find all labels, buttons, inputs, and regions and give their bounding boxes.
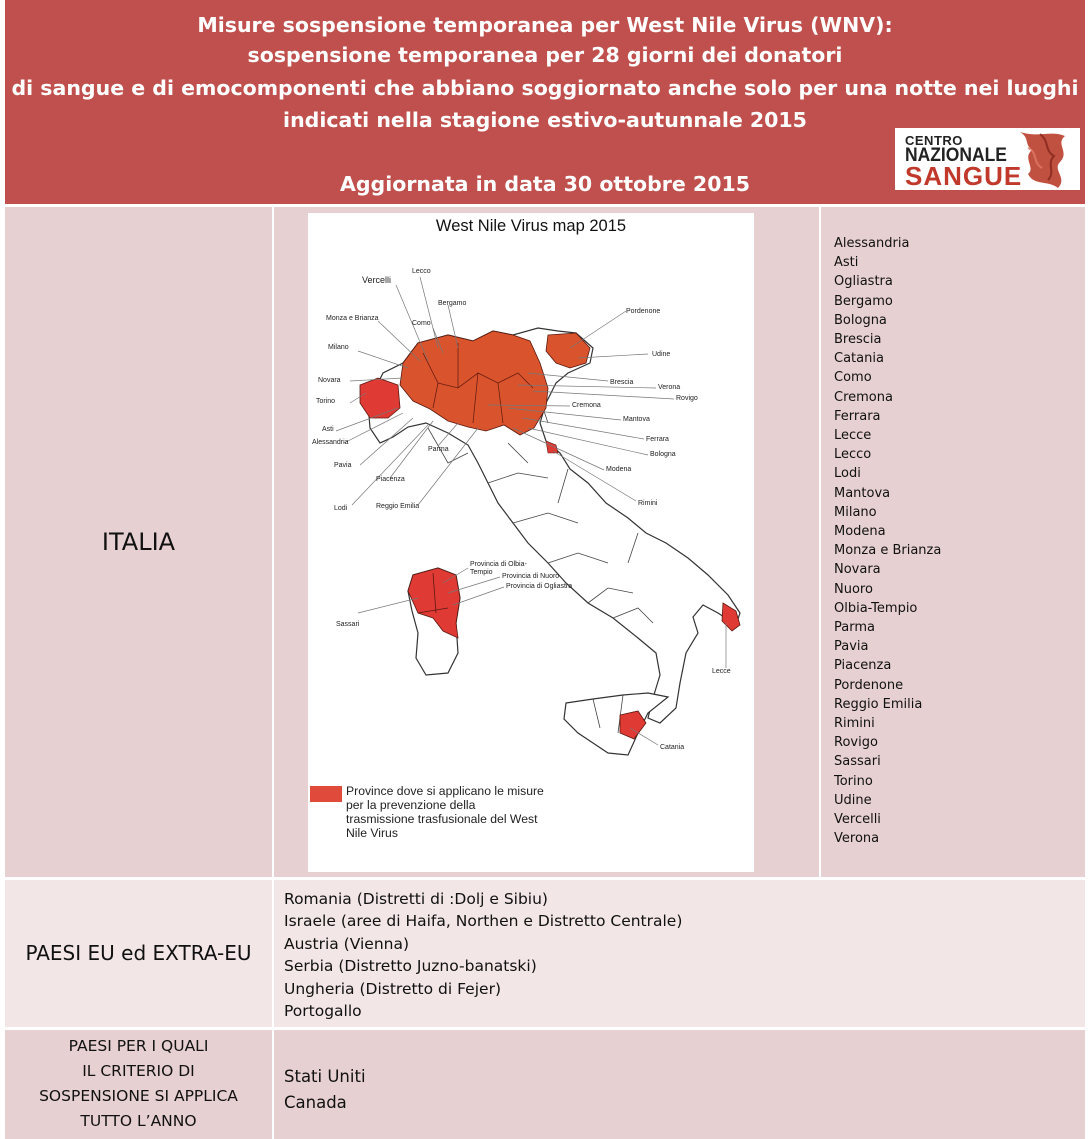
province-item: Udine: [834, 792, 872, 808]
map-label-lodi: Lodi: [334, 505, 348, 512]
map-label-parma: Parma: [428, 446, 449, 453]
divider: [819, 205, 821, 878]
province-list: [834, 234, 941, 849]
legend-swatch: [310, 786, 342, 802]
all-year-country-list: [284, 1064, 366, 1116]
logo-line-3: SANGUE: [905, 161, 1023, 191]
eu-country-item: Austria (Vienna): [284, 934, 410, 953]
eu-cell: [5, 878, 272, 1028]
map-label-lecco: Lecco: [412, 268, 431, 275]
province-item: Como: [834, 370, 872, 386]
province-item: Asti: [834, 255, 859, 271]
province-item: Vercelli: [834, 812, 881, 828]
all-year-label-line: PAESI PER I QUALI: [68, 1036, 209, 1055]
province-item: Catania: [834, 351, 884, 367]
map-label-alessandria: Alessandria: [312, 439, 349, 446]
map-label-rovigo: Rovigo: [676, 395, 698, 402]
map-label-brescia: Brescia: [610, 379, 634, 386]
eu-country-item: Ungheria (Distretto di Fejer): [284, 979, 501, 998]
province-item: Rovigo: [834, 735, 878, 751]
map-label-milano: Milano: [328, 344, 349, 351]
map-label-pordenone: Pordenone: [626, 308, 661, 315]
map-label-torino: Torino: [316, 398, 336, 405]
map-label-olbia: Provincia di Olbia-: [470, 561, 527, 568]
map-label-asti: Asti: [322, 426, 334, 433]
province-item: Verona: [834, 831, 880, 847]
eu-label: PAESI EU ed EXTRA-EU: [25, 941, 252, 965]
map-label-como: Como: [412, 320, 431, 327]
legend-text: Province dove si applicano le misure per la prevenzione della trasmissione trasfusionale del West Nile Virus: [346, 784, 544, 840]
header-line-3: di sangue e di emocomponenti che abbiano soggiornato anche solo per una notte nei luoghi: [11, 76, 1079, 100]
map-label-vercelli: Vercelli: [362, 275, 392, 285]
italia-cell: [5, 205, 272, 878]
map-label-lecce: Lecce: [712, 668, 731, 675]
province-item: Mantova: [834, 485, 891, 501]
province-item: Bologna: [834, 312, 887, 328]
header-updated-date: Aggiornata in data 30 ottobre 2015: [340, 172, 750, 196]
province-item: Modena: [834, 524, 886, 540]
italia-label: ITALIA: [101, 527, 176, 556]
province-item: Ferrara: [834, 408, 881, 424]
map-label-cremona: Cremona: [572, 402, 601, 409]
logo-line-2: NAZIONALE: [905, 145, 1007, 166]
province-item: Lecco: [834, 447, 872, 463]
map-label-bergamo: Bergamo: [438, 300, 467, 307]
header-banner: [5, 0, 1085, 205]
map-label-olbia-2: Tempio: [470, 569, 493, 576]
eu-country-item: Romania (Distretti di :Dolj e Sibiu): [284, 890, 548, 908]
sicily-outline: [564, 693, 668, 755]
province-item: Cremona: [834, 389, 893, 405]
eu-country-item: Portogallo: [284, 1002, 362, 1021]
all-year-country-item: Canada: [284, 1093, 347, 1112]
header-line-4: indicati nella stagione estivo-autunnale 2015: [283, 108, 807, 132]
map-label-novara: Novara: [318, 377, 341, 384]
header-line-1: Misure sospensione temporanea per West Nile Virus (WNV):: [197, 13, 893, 37]
map-label-pavia: Pavia: [334, 462, 352, 469]
province-item: Milano: [834, 504, 877, 520]
map-label-mantova: Mantova: [623, 416, 650, 423]
all-year-label: [39, 1034, 238, 1134]
province-item: Pordenone: [834, 677, 904, 693]
eu-country-item: Serbia (Distretto Juzno-banatski): [284, 957, 537, 976]
province-item: Reggio Emilia: [834, 696, 923, 712]
province-item: Rimini: [834, 716, 875, 732]
province-item: Novara: [834, 562, 881, 578]
eu-country-item: Israele (aree di Haifa, Northen e Distretto Centrale): [284, 912, 683, 931]
all-year-label-line: IL CRITERIO DI: [82, 1061, 195, 1080]
map-label-nuoro: Provincia di Nuoro: [502, 573, 560, 580]
all-year-country-item: Stati Uniti: [284, 1067, 366, 1086]
map-label-udine: Udine: [652, 351, 671, 358]
province-item: Piacenza: [834, 658, 892, 674]
province-item: Ogliastra: [834, 274, 893, 290]
map-label-monza: Monza e Brianza: [326, 315, 379, 322]
province-item: Parma: [834, 620, 875, 636]
red-province-rimini: [546, 441, 558, 453]
province-item: Pavia: [834, 639, 869, 655]
all-year-label-line: TUTTO L’ANNO: [80, 1111, 197, 1130]
centro-nazionale-sangue-logo: [895, 128, 1080, 190]
province-item: Nuoro: [834, 581, 873, 597]
map-label-sassari: Sassari: [336, 621, 360, 628]
map-label-rimini: Rimini: [638, 500, 658, 507]
map-label-piacenza: Piacenza: [376, 476, 405, 483]
all-year-label-line: SOSPENSIONE SI APPLICA: [39, 1086, 238, 1105]
province-item: Sassari: [834, 754, 881, 770]
province-item: Torino: [834, 773, 873, 789]
map-label-ferrara: Ferrara: [646, 436, 669, 443]
map-label-bologna: Bologna: [650, 451, 676, 458]
map-label-catania: Catania: [660, 744, 685, 751]
all-year-cell: [5, 1028, 272, 1139]
map-label-verona: Verona: [658, 384, 681, 391]
header-line-2: sospensione temporanea per 28 giorni dei donatori: [247, 43, 843, 67]
divider: [272, 205, 274, 1139]
province-item: Alessandria: [834, 236, 910, 251]
map-title: West Nile Virus map 2015: [435, 217, 627, 235]
province-item: Monza e Brianza: [834, 543, 942, 559]
province-item: Olbia-Tempio: [834, 600, 918, 616]
province-item: Lecce: [834, 428, 872, 444]
province-item: Lodi: [834, 466, 861, 482]
province-item: Bergamo: [834, 293, 893, 309]
italy-map-graphic: [308, 213, 754, 872]
west-nile-map: [308, 213, 754, 872]
red-province-torino: [360, 378, 400, 418]
map-label-modena: Modena: [606, 466, 632, 473]
eu-country-list: [284, 888, 682, 1022]
province-item: Brescia: [834, 332, 882, 348]
map-label-ogliastra: Provincia di Ogliastra: [506, 583, 573, 590]
logo-line-1: CENTRO: [905, 133, 963, 148]
map-label-reggio-emilia: Reggio Emilia: [376, 503, 420, 510]
